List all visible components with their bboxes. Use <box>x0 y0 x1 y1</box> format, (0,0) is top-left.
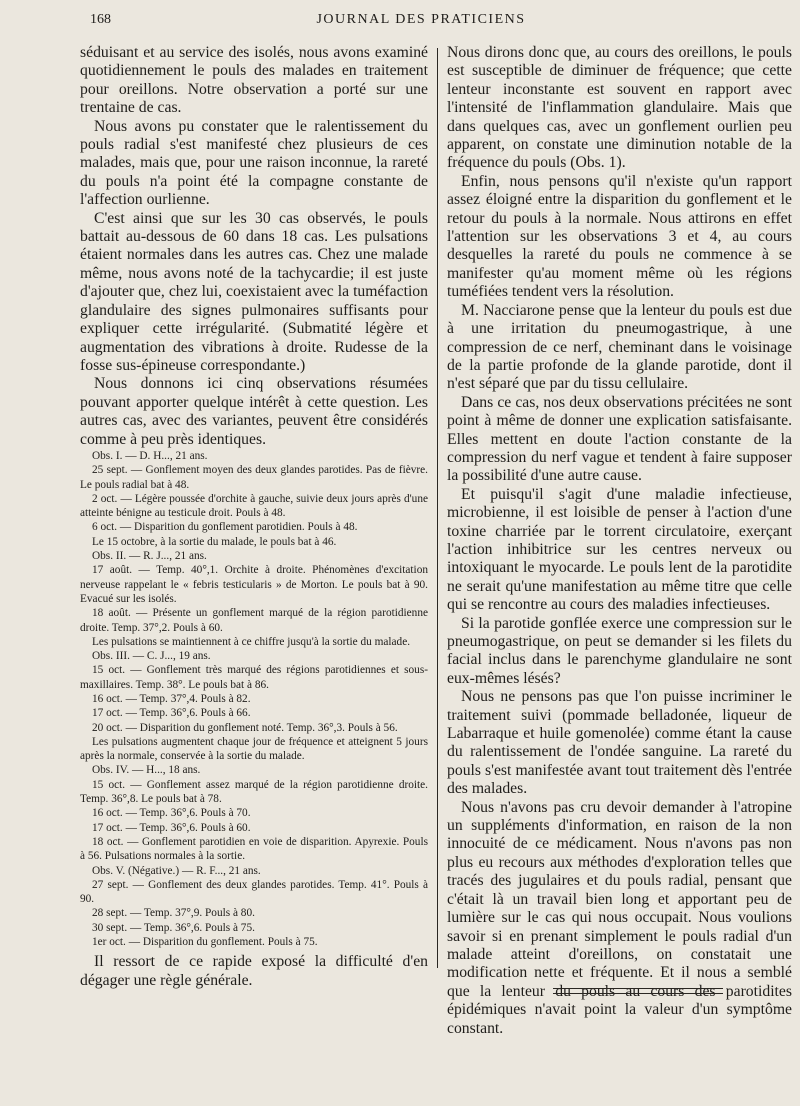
observation-entry: Le 15 octobre, à la sortie du malade, le pouls bat à 46. <box>92 535 337 548</box>
observation-entry: Les pulsations augmentent chaque jour de fréquence et atteignent 5 jours après la normale, conservée à la sortie du malade. <box>80 735 428 763</box>
paragraph: Et puisqu'il s'agit d'une maladie infectieuse, microbienne, il est loisible de penser à l'action d'une toxine charriée par le torrent circulatoire, exerçant l'action inhibitrice sur les centres nerveux ou intoxiquant le myocarde. Le pouls lent de la parotidite ne serait qu'une manifestation au même titre que celle qui se rencontre au cours des maladies infectieuses. <box>447 485 792 614</box>
page-header <box>76 10 766 32</box>
paragraph: Nous ne pensons pas que l'on puisse incriminer le traitement suivi (pommade belladonée, liqueur de Labarraque et huile gomenolée) comme étant la cause du ralentissement de l'ondée sanguine. La rareté du pouls s'est manifestée avant tout traitement dès l'entrée des malades. <box>447 688 792 798</box>
running-title: JOURNAL DES PRATICIENS <box>316 12 526 27</box>
page-number: 168 <box>90 12 111 27</box>
observation-entry: 20 oct. — Disparition du gonflement noté. Temp. 36°,3. Pouls à 56. <box>92 721 398 734</box>
observation-entry: 18 août. — Présente un gonflement marqué de la région parotidienne droite. Temp. 37°,2. Pouls à 60. <box>80 607 428 634</box>
observation-entry: 18 oct. — Gonflement parotidien en voie de disparition. Apyrexie. Pouls à 56. Pulsations normales à la sortie. <box>80 835 428 863</box>
observation-entry: Les pulsations se maintiennent à ce chiffre jusqu'à la sortie du malade. <box>92 635 411 648</box>
paragraph: C'est ainsi que sur les 30 cas observés, le pouls battait au-dessous de 60 dans 18 cas. Les pulsations étaient normales dans les autres cas. Chez une malade même, nous avons noté de la tachycardie; il est juste d'ajouter que, chez lui, coexistaient avec la tuméfaction glandulaire des signes pulmonaires suffisants pour expliquer cette irrégularité. (Submatité légère et augmentation des vibrations à droite. Rudesse de la fosse sus-épineuse correspondante.) <box>80 209 428 374</box>
paragraph: Dans ce cas, nos deux observations précitées ne sont point à même de donner une explication satisfaisante. Elles mettent en doute l'action constante de la compression du nerf vague et tendent à faire supposer la possibilité d'une autre cause. <box>447 393 792 485</box>
paragraph: Nous dirons donc que, au cours des oreillons, le pouls est susceptible de diminuer de fréquence; que cette lenteur inconstante est souvent en rapport avec l'intensité de l'inflammation glandulaire. Mais que dans quelques cas, avec un gonflement ourlien peu apparent, on constate une diminution notable de la fréquence du pouls (Obs. 1). <box>447 44 792 172</box>
observation-entry: 27 sept. — Gonflement des deux glandes parotides. Temp. 41°. Pouls à 90. <box>80 878 428 906</box>
paragraph: séduisant et au service des isolés, nous avons examiné quotidiennement le pouls des malades en traitement pour oreillons. Notre observation a porté sur une trentaine de cas. <box>80 44 428 117</box>
observation-heading: Obs. IV. — H..., 18 ans. <box>92 764 201 777</box>
paragraph: Nous donnons ici cinq observations résumées pouvant apporter quelque intérêt à cette question. Les autres cas, avec des variantes, peuvent être considérés comme à peu près identiques. <box>80 375 428 448</box>
observation-heading: Obs. III. — C. J..., 19 ans. <box>92 650 211 663</box>
paragraph: Nous avons pu constater que le ralentissement du pouls radial s'est manifesté chez plusieurs de ces malades, mais que, pour une raison inconnue, la rareté du pouls n'a point été la compagne constante de l'affection ourlienne. <box>80 117 428 209</box>
observation-entry: 16 oct. — Temp. 36°,6. Pouls à 70. <box>92 807 251 820</box>
right-column <box>447 44 792 1038</box>
observation-entry: 6 oct. — Disparition du gonflement parotidien. Pouls à 48. <box>92 521 358 534</box>
observation-entry: 16 oct. — Temp. 37°,4. Pouls à 82. <box>92 692 251 705</box>
observation-entry: 28 sept. — Temp. 37°,9. Pouls à 80. <box>92 907 255 920</box>
left-column <box>80 44 428 990</box>
observation-entry: 17 août. — Temp. 40°,1. Orchite à droite. Phénomènes d'excitation nerveuse rappelant le « febris testicularis » de Morton. Le pouls bat à 90. Evacué sur les isolés. <box>80 564 428 605</box>
observation-entry: 17 oct. — Temp. 36°,6. Pouls à 66. <box>92 707 251 720</box>
observation-entry: 17 oct. — Temp. 36°,6. Pouls à 60. <box>92 821 251 834</box>
observation-entry: 1er oct. — Disparition du gonflement. Pouls à 75. <box>92 936 318 949</box>
end-of-article-rule <box>553 988 723 994</box>
observation-heading: Obs. II. — R. J..., 21 ans. <box>92 550 207 563</box>
observation-heading: Obs. V. (Négative.) — R. F..., 21 ans. <box>92 864 261 877</box>
left-intro-text <box>80 44 428 449</box>
observation-entry: 30 sept. — Temp. 36°,6. Pouls à 75. <box>92 921 255 934</box>
observation-entry: 2 oct. — Légère poussée d'orchite à gauche, suivie deux jours après d'une atteinte bénigne au testicule droit. Pouls à 48. <box>80 492 428 520</box>
paragraph: Si la parotide gonflée exerce une compression sur le pneumogastrique, on peut se demander si les filets du facial inclus dans le parenchyme glandulaire ne sont eux-mêmes lésés? <box>447 614 792 687</box>
closing-paragraph: Il ressort de ce rapide exposé la difficulté d'en dégager une règle générale. <box>80 953 428 989</box>
observation-heading: Obs. I. — D. H..., 21 ans. <box>92 449 208 462</box>
observations-list <box>80 449 428 949</box>
paragraph: M. Nacciarone pense que la lenteur du pouls est due à une irritation du pneumogastrique, à une compression de ce nerf, cheminant dans le voisinage de la partie profonde de la glande parotide, dont il n'est séparé que par du tissu cellulaire. <box>447 301 792 393</box>
observation-entry: 25 sept. — Gonflement moyen des deux glandes parotides. Pas de fièvre. Le pouls radial bat à 48. <box>80 464 428 491</box>
column-divider <box>437 48 438 968</box>
paragraph: Nous n'avons pas cru devoir demander à l'atropine un suppléments d'information, en raison de la non innocuité de ce médicament. Nous n'avons pas non plus eu recours aux méthodes d'exploration telles que tracés des jugulaires et du pouls radial, pensant que c'était là un travail bien long et apportant peu de lumière sur le cas qui nous occupait. Nous voulions savoir si en prenant simplement le pouls radial d'un malade atteint d'oreillons, on constatait une modification nette et fréquente. Et il nous a semblé que la lenteur du pouls au cours des parotidites épidémiques n'avait point la valeur d'un symptôme constant. <box>447 798 792 1037</box>
observation-entry: 15 oct. — Gonflement assez marqué de la région parotidienne droite. Temp. 36°,8. Le pouls bat à 78. <box>80 778 428 806</box>
paragraph: Enfin, nous pensons qu'il n'existe qu'un rapport assez éloigné entre la disparition du gonflement et le retour du pouls à la normale. Nous attirons en effet l'attention sur les observations 3 et 4, au cours desquelles la rareté du pouls ne commence à se manifester qu'au moment même où les régions tuméfiées tendent vers la résolution. <box>447 172 792 301</box>
observation-entry: 15 oct. — Gonflement très marqué des régions parotidiennes et sous-maxillaires. Temp. 38°. Le pouls bat à 86. <box>80 664 428 691</box>
left-closing <box>80 953 428 990</box>
